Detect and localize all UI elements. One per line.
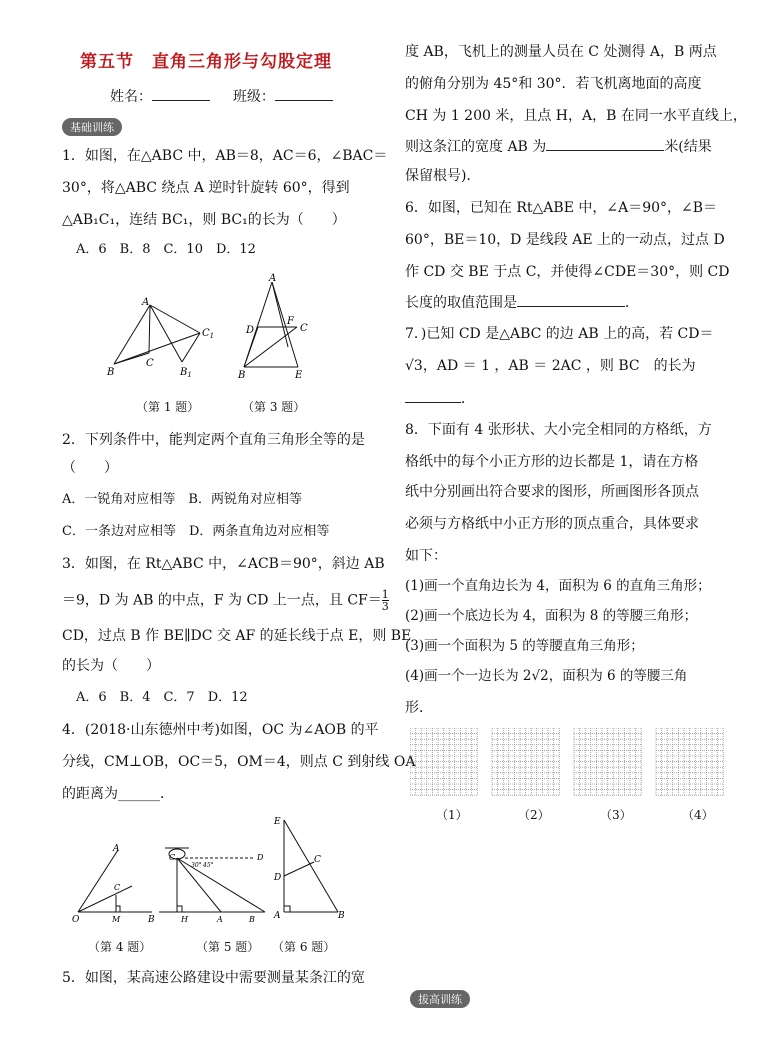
q3-frac-num: 1 <box>381 588 389 601</box>
grid-paper-2 <box>492 728 559 795</box>
svg-text:C: C <box>314 855 321 865</box>
q5-line4: CH 为 1 200 米，且点 H，A，B 在同一水平直线上， <box>405 108 747 124</box>
q8-req1: (1)画一个直角边长为 4，面积为 6 的直角三角形； <box>405 578 711 594</box>
q8-req2: (2)画一个底边长为 4，面积为 8 的等腰三角形； <box>405 608 698 624</box>
q3-line1: 3．如图，在 Rt△ABC 中，∠ACB＝90°，斜边 AB <box>62 556 385 572</box>
figure-3 <box>232 272 322 380</box>
svg-text:B: B <box>249 915 255 924</box>
q3-frac-den: 3 <box>381 600 389 613</box>
svg-text:B: B <box>107 367 115 378</box>
q7-line3-end: ． <box>461 391 475 407</box>
class-blank <box>275 86 333 101</box>
svg-text:F: F <box>287 316 294 327</box>
svg-text:D: D <box>257 853 264 862</box>
q8-line2: 格纸中的每个小正方形的边长都是 1，请在方格 <box>405 454 699 470</box>
q8-req4-cont: 形． <box>405 700 433 716</box>
page-title: 第五节 直角三角形与勾股定理 <box>80 52 332 72</box>
svg-text:D: D <box>274 873 282 883</box>
q3-options: A．6 B．4 C．7 D．12 <box>76 690 248 705</box>
svg-text:B: B <box>338 911 345 921</box>
grid-caption-2: （2） <box>518 808 550 822</box>
q6-answer-blank <box>517 292 625 307</box>
svg-text:B: B <box>148 915 155 925</box>
q1-line2: 30°，将△ABC 绕点 A 逆时针旋转 60°，得到 <box>62 180 350 196</box>
svg-text:D: D <box>246 325 255 336</box>
q3-line2 <box>62 589 389 612</box>
figure-3-caption: （第 3 题） <box>242 400 306 414</box>
figure-1 <box>102 270 222 382</box>
q1-options: A．6 B．8 C．10 D．12 <box>76 242 256 257</box>
q2-line1: 2．下列条件中，能判定两个直角三角形全等的是 <box>62 432 365 448</box>
svg-text:E: E <box>274 817 281 827</box>
q5-line5 <box>405 136 712 157</box>
q7-answer-blank <box>405 388 461 403</box>
figure-6 <box>272 812 352 922</box>
q5-line3: 的俯角分别为 45°和 30°．若飞机离地面的高度 <box>405 76 702 92</box>
q1-line3: △AB₁C₁，连结 BC₁，则 BC₁的长为（ ） <box>62 212 346 228</box>
q5-line5-text: 则这条江的宽度 AB 为 <box>405 139 547 155</box>
svg-text:C: C <box>169 853 176 862</box>
q8-line1: 8．下面有 4 张形状、大小完全相同的方格纸，方 <box>405 422 712 438</box>
figure-4-caption: （第 4 题） <box>88 940 152 954</box>
q1-line1: 1．如图，在△ABC 中，AB＝8，AC＝6，∠BAC＝ <box>62 148 388 164</box>
svg-text:A: A <box>113 844 120 854</box>
svg-text:A: A <box>274 911 281 921</box>
q5-line6: 保留根号)． <box>405 168 481 184</box>
q7-line3 <box>405 388 475 409</box>
name-class-line <box>110 86 333 106</box>
svg-text:H: H <box>181 915 188 924</box>
name-blank <box>152 86 210 101</box>
figure-4 <box>70 840 165 925</box>
svg-text:E: E <box>295 370 303 380</box>
grid-paper-4 <box>656 728 723 795</box>
svg-text:O: O <box>72 915 80 925</box>
svg-text:A: A <box>217 915 223 924</box>
svg-text:B1: $B_1$ <box>180 367 192 379</box>
figure-5-caption: （第 5 题） <box>196 940 260 954</box>
q4-line2: 分线，CM⊥OB，OC＝5，OM＝4，则点 C 到射线 OA <box>62 754 416 770</box>
svg-text:C1: $C_1$ <box>202 328 215 340</box>
svg-text:30°: 30° <box>191 862 202 869</box>
q2-option-ab: A．一锐角对应相等 B．两锐角对应相等 <box>62 492 302 507</box>
grid-caption-3: （3） <box>600 808 632 822</box>
q8-line3: 纸中分别画出符合要求的图形，所画图形各顶点 <box>405 484 699 500</box>
q7-line2: √3，AD ＝ 1 ，AB ＝ 2AC ，则 BC 的长为 <box>405 358 696 374</box>
svg-text:A: A <box>142 297 150 308</box>
grid-paper-1 <box>410 728 477 795</box>
svg-text:B: B <box>238 370 246 380</box>
q8-req4: (4)画一个一边长为 2√2，面积为 6 的等腰三角 <box>405 668 688 684</box>
section-badge-advanced: 拔高训练 <box>410 990 470 1008</box>
section-badge-basic: 基础训练 <box>62 118 122 136</box>
q7-line1: 7．)已知 CD 是△ABC 的边 AB 上的高，若 CD＝ <box>405 326 714 342</box>
grid-papers <box>410 728 730 804</box>
figure-1-caption: （第 1 题） <box>136 400 200 414</box>
q3-fraction <box>382 589 389 612</box>
q8-line4: 必须与方格纸中小正方形的顶点重合，具体要求 <box>405 516 699 532</box>
q6-line3: 作 CD 交 BE 于点 C，并使得∠CDE＝30°，则 CD <box>405 264 730 280</box>
svg-text:C: C <box>146 358 154 369</box>
q4-line3: 的距离为______． <box>62 786 174 802</box>
q5-answer-blank <box>546 136 664 151</box>
q5-line2: 度 AB，飞机上的测量人员在 C 处测得 A，B 两点 <box>405 44 717 60</box>
q3-line2-text: ＝9，D 为 AB 的中点，F 为 CD 上一点，且 CF＝ <box>62 592 382 609</box>
q6-line4-text: 长度的取值范围是 <box>405 295 517 311</box>
q2-line2: （ ） <box>62 460 118 476</box>
q6-line1: 6．如图，已知在 Rt△ABE 中，∠A＝90°，∠B＝ <box>405 200 718 216</box>
q6-line2: 60°，BE＝10，D 是线段 AE 上的一动点，过点 D <box>405 232 725 248</box>
svg-text:M: M <box>112 915 121 924</box>
grid-caption-4: （4） <box>682 808 714 822</box>
figure-5 <box>155 840 270 925</box>
q8-line5: 如下： <box>405 548 447 564</box>
svg-text:C: C <box>114 883 121 892</box>
q6-line4-end: ． <box>625 295 639 311</box>
svg-text:A: A <box>269 273 277 284</box>
figure-6-caption: （第 6 题） <box>272 940 336 954</box>
grid-paper-3 <box>574 728 641 795</box>
grid-caption-1: （1） <box>436 808 468 822</box>
svg-text:45°: 45° <box>203 862 214 869</box>
q4-line1: 4．(2018·山东德州中考)如图，OC 为∠AOB 的平 <box>62 722 379 738</box>
q3-line4: 的长为（ ） <box>62 658 160 674</box>
q6-line4 <box>405 292 639 313</box>
q3-line3: CD，过点 B 作 BE∥DC 交 AF 的延长线于点 E，则 BE <box>62 628 412 644</box>
name-label: 姓名： <box>110 89 152 105</box>
svg-text:C: C <box>300 323 308 334</box>
q8-req3: (3)画一个面积为 5 的等腰直角三角形； <box>405 638 644 654</box>
q5-line5-unit: 米(结果 <box>664 139 712 155</box>
q5-line1: 5．如图，某高速公路建设中需要测量某条江的宽 <box>62 970 365 986</box>
class-label: 班级： <box>232 89 275 105</box>
q2-option-cd: C．一条边对应相等 D．两条直角边对应相等 <box>62 524 330 539</box>
